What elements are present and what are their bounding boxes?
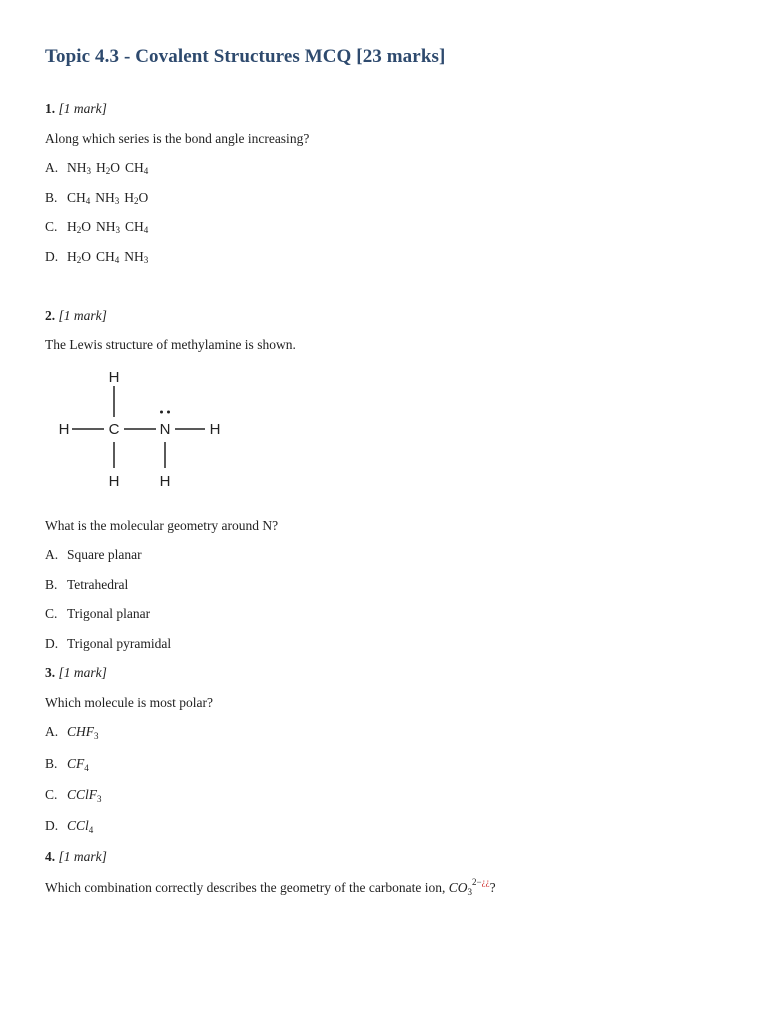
option-letter: B. xyxy=(45,756,58,771)
formula-subscript: 3 xyxy=(143,255,149,265)
carbonate-ion-subscript: 3 xyxy=(467,887,472,897)
q1-question: Along which series is the bond angle increasing? xyxy=(45,131,310,146)
formula-text: CH xyxy=(125,219,144,234)
q2-mark: [1 mark] xyxy=(58,308,107,323)
formula-text: CH xyxy=(67,190,86,205)
atom-n: N xyxy=(159,421,171,438)
carbonate-ion-charge-artifact: ¿¿ xyxy=(481,877,490,887)
q3-option-b xyxy=(45,755,89,773)
q2-option-d xyxy=(45,635,171,653)
molecule-formula xyxy=(67,190,90,205)
molecule-formula xyxy=(125,219,148,234)
lone-pair-electron xyxy=(160,411,163,414)
formula-text: CHF xyxy=(67,724,94,739)
formula-subscript: 2 xyxy=(76,255,82,265)
option-text: Square planar xyxy=(67,547,142,562)
option-letter: A. xyxy=(45,724,59,739)
molecule-formula xyxy=(96,160,120,175)
option-text: Trigonal pyramidal xyxy=(67,636,172,651)
formula-text: NH xyxy=(67,160,87,175)
formula-text: O xyxy=(81,249,91,264)
formula-subscript: 3 xyxy=(115,225,120,235)
atom-h-right: H xyxy=(209,421,221,438)
molecule-formula xyxy=(67,787,102,802)
formula-subscript: 4 xyxy=(143,225,149,235)
option-letter: C. xyxy=(45,606,58,621)
formula-text: H xyxy=(67,249,77,264)
q3-option-a xyxy=(45,723,99,741)
atom-h-left: H xyxy=(58,421,70,438)
formula-text: CF xyxy=(67,756,85,771)
option-letter: D. xyxy=(45,249,59,264)
formula-text: CClF xyxy=(67,787,98,802)
formula-subscript: 3 xyxy=(94,731,99,741)
formula-text: CH xyxy=(125,160,144,175)
option-letter: A. xyxy=(45,547,59,562)
formula-text: O xyxy=(110,160,120,175)
atom-h-bottom-c: H xyxy=(108,473,120,490)
molecule-formula xyxy=(67,756,89,771)
molecule-formula xyxy=(124,249,148,264)
q4-question-end: ? xyxy=(489,880,496,895)
carbonate-ion-formula xyxy=(448,877,490,897)
option-letter: A. xyxy=(45,160,59,175)
q1-option-c xyxy=(45,218,148,236)
q4-question-line xyxy=(45,879,496,897)
q4-number: 4. xyxy=(45,849,56,864)
atom-h-top: H xyxy=(108,369,120,386)
formula-subscript: 4 xyxy=(143,166,149,176)
molecule-formula xyxy=(67,249,91,264)
q2-question: What is the molecular geometry around N? xyxy=(45,518,279,533)
q3-mark: [1 mark] xyxy=(58,665,107,680)
atom-c: C xyxy=(108,421,120,438)
formula-text: CCl xyxy=(67,818,89,833)
formula-text: H xyxy=(124,190,135,205)
formula-subscript: 2 xyxy=(105,166,111,176)
q2-option-c xyxy=(45,605,150,623)
q3-number: 3. xyxy=(45,665,56,680)
q4-header xyxy=(45,848,107,866)
formula-subscript: 4 xyxy=(85,196,91,206)
page-title: Topic 4.3 - Covalent Structures MCQ [23 marks] xyxy=(45,46,446,67)
option-letter: D. xyxy=(45,636,59,651)
methylamine-lewis-structure xyxy=(45,362,245,492)
q2-header xyxy=(45,307,107,325)
q1-option-b xyxy=(45,189,148,207)
formula-text: NH xyxy=(96,219,116,234)
formula-subscript: 4 xyxy=(114,255,120,265)
q1-header xyxy=(45,100,107,118)
formula-text: H xyxy=(67,219,77,234)
molecule-formula xyxy=(96,249,119,264)
q1-mark: [1 mark] xyxy=(58,101,107,116)
q1-number: 1. xyxy=(45,101,56,116)
q2-intro: The Lewis structure of methylamine is shown. xyxy=(45,337,296,352)
formula-subscript: 3 xyxy=(97,794,102,804)
carbonate-ion-charge-value: 2− xyxy=(472,877,482,887)
molecule-formula xyxy=(95,190,119,205)
formula-subscript: 3 xyxy=(114,196,120,206)
molecule-formula xyxy=(125,160,148,175)
formula-text: O xyxy=(138,190,149,205)
formula-subscript: 2 xyxy=(134,196,139,206)
q3-option-d xyxy=(45,817,93,835)
option-letter: C. xyxy=(45,219,58,234)
formula-text: NH xyxy=(124,249,144,264)
option-letter: D. xyxy=(45,818,59,833)
formula-subscript: 3 xyxy=(86,166,91,176)
carbonate-ion-base: CO xyxy=(448,880,468,895)
atom-h-bottom-n: H xyxy=(159,473,171,490)
option-text: Trigonal planar xyxy=(67,606,151,621)
molecule-formula xyxy=(67,818,93,833)
option-letter: C. xyxy=(45,787,58,802)
formula-subscript: 2 xyxy=(76,225,82,235)
q3-header xyxy=(45,664,107,682)
formula-subscript: 4 xyxy=(88,825,94,835)
formula-text: CH xyxy=(96,249,115,264)
q3-question: Which molecule is most polar? xyxy=(45,695,213,710)
q4-question: Which combination correctly describes the geometry of the carbonate ion, xyxy=(45,880,446,895)
carbonate-ion-charge xyxy=(472,877,490,887)
formula-text: NH xyxy=(95,190,115,205)
q3-option-c xyxy=(45,786,102,804)
q1-option-a xyxy=(45,159,148,177)
molecule-formula xyxy=(67,219,91,234)
option-letter: B. xyxy=(45,190,58,205)
molecule-formula xyxy=(96,219,120,234)
option-text: Tetrahedral xyxy=(67,577,129,592)
q2-number: 2. xyxy=(45,308,56,323)
formula-text: O xyxy=(81,219,91,234)
q4-mark: [1 mark] xyxy=(58,849,107,864)
molecule-formula xyxy=(124,190,148,205)
q1-option-d xyxy=(45,248,148,266)
molecule-formula xyxy=(67,160,91,175)
formula-text: H xyxy=(96,160,106,175)
option-letter: B. xyxy=(45,577,58,592)
q2-option-a xyxy=(45,546,142,564)
molecule-formula xyxy=(67,724,99,739)
formula-subscript: 4 xyxy=(84,763,89,773)
q2-option-b xyxy=(45,576,128,594)
lone-pair-electron xyxy=(167,411,170,414)
